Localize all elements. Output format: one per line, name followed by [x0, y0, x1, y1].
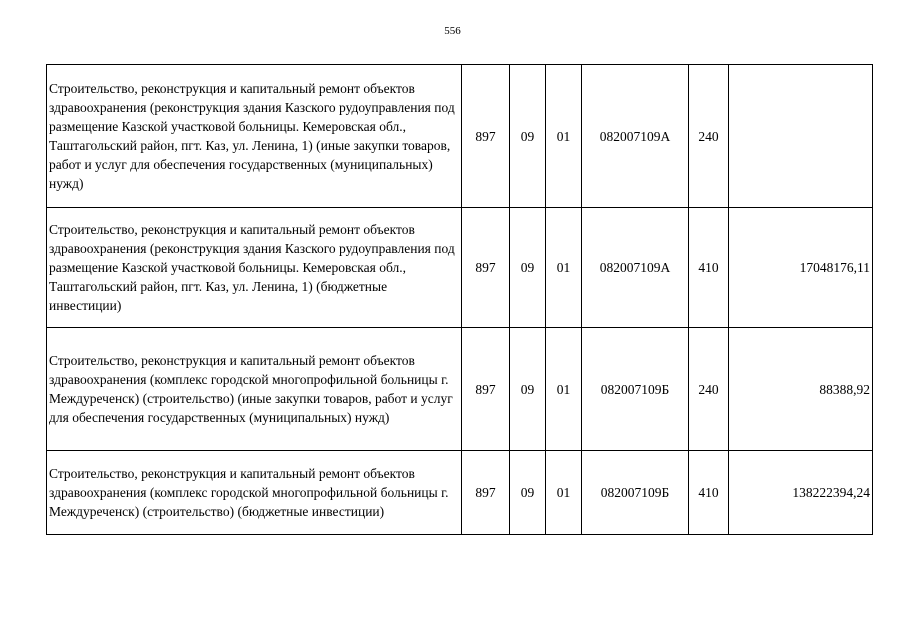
section-code: 09	[510, 65, 546, 208]
section-code: 09	[510, 328, 546, 451]
table-row	[47, 451, 873, 535]
expense-type-code: 240	[689, 328, 729, 451]
amount	[729, 65, 873, 208]
amount: 88388,92	[729, 328, 873, 451]
ministry-code: 897	[462, 208, 510, 328]
expense-description: Строительство, реконструкция и капитальный ремонт объектов здравоохранения (реконструкция здания Казского рудоуправления под размещение Казской участковой больницы. Кемеровская обл., Таштагольский район, пгт. Каз, ул. Ленина, 1) (иные закупки товаров, работ и услуг для обеспечения государственных (муниципальных) нужд)	[47, 65, 462, 208]
expense-type-code: 410	[689, 451, 729, 535]
subsection-code: 01	[546, 208, 582, 328]
subsection-code: 01	[546, 65, 582, 208]
ministry-code: 897	[462, 65, 510, 208]
budget-table	[46, 64, 873, 535]
page-number: 556	[444, 25, 461, 37]
table-row	[47, 328, 873, 451]
expense-type-code: 410	[689, 208, 729, 328]
expense-description: Строительство, реконструкция и капитальный ремонт объектов здравоохранения (реконструкция здания Казского рудоуправления под размещение Казской участковой больницы. Кемеровская обл., Таштагольский район, пгт. Каз, ул. Ленина, 1) (бюджетные инвестиции)	[47, 208, 462, 328]
target-article-code: 082007109А	[582, 208, 689, 328]
amount: 138222394,24	[729, 451, 873, 535]
section-code: 09	[510, 451, 546, 535]
target-article-code: 082007109Б	[582, 451, 689, 535]
table-row	[47, 208, 873, 328]
ministry-code: 897	[462, 451, 510, 535]
expense-description: Строительство, реконструкция и капитальный ремонт объектов здравоохранения (комплекс городской многопрофильной больницы г. Междуреченск) (строительство) (бюджетные инвестиции)	[47, 451, 462, 535]
target-article-code: 082007109Б	[582, 328, 689, 451]
section-code: 09	[510, 208, 546, 328]
subsection-code: 01	[546, 328, 582, 451]
ministry-code: 897	[462, 328, 510, 451]
amount: 17048176,11	[729, 208, 873, 328]
expense-description: Строительство, реконструкция и капитальный ремонт объектов здравоохранения (комплекс городской многопрофильной больницы г. Междуреченск) (строительство) (иные закупки товаров, работ и услуг для обеспечения государственных (муниципальных) нужд)	[47, 328, 462, 451]
subsection-code: 01	[546, 451, 582, 535]
target-article-code: 082007109А	[582, 65, 689, 208]
expense-type-code: 240	[689, 65, 729, 208]
table-row	[47, 65, 873, 208]
